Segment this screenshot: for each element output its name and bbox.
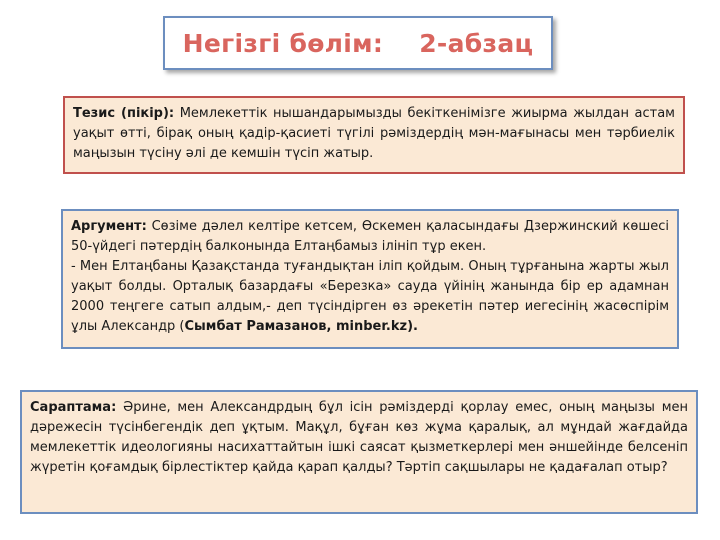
argument-source: Сымбат Рамазанов, minber.kz). [184, 319, 418, 334]
argument-label: Аргумент: [71, 219, 147, 234]
thesis-block [63, 96, 685, 174]
page-title: Негізгі бөлім: 2-абзац [182, 28, 534, 58]
analysis-paragraph [30, 398, 688, 478]
argument-paragraph-2 [71, 257, 669, 337]
title-box [163, 16, 553, 70]
argument-block [61, 209, 679, 349]
analysis-label: Сараптама: [30, 400, 117, 415]
analysis-text: Әрине, мен Александрдың бұл ісін рәміздерді қорлау емес, оның маңызы мен дәрежесін түсінбегендік деп ұқтым. Мақұл, бұған көз жұма қаралық, ал мұндай жағдайда мемлекеттік идеологияны насихаттайтын ішкі саясат қызметкерлері мен әншейінде белсеніп жүретін қоғамдық бірлестіктер қайда қарап қалды? Тәртіп сақшылары не қадағалап отыр? [30, 400, 688, 475]
thesis-text: Мемлекеттік нышандарымызды бекіткенімізге жиырма жылдан астам уақыт өтті, бірақ оның қадір-қасиеті түгілі рәміздердің мән-мағынасы мен тәрбиелік маңызын түсіну әлі де кемшін түсіп жатыр. [73, 106, 675, 161]
argument-text-1: Сөзіме дәлел келтіре кетсем, Өскемен қаласындағы Дзержинский көшесі 50-үйдегі пәтердің балконында Елтаңбамыз ілініп тұр екен. [71, 219, 669, 254]
thesis-paragraph [73, 104, 675, 164]
analysis-block [20, 390, 698, 514]
argument-text-2: - Мен Елтаңбаны Қазақстанда туғандықтан іліп қойдым. Оның тұрғанына жарты жыл уақыт болды. Орталық базардағы «Березка» сауда үйінің жанында бір ер адамнан 2000 теңгеге сатып алдым,- деп түсіндірген өз әрекетін пәтер иегесінің жасөспірім ұлы Александр ( [71, 259, 669, 334]
argument-paragraph-1 [71, 217, 669, 257]
thesis-label: Тезис (пікір): [73, 106, 175, 121]
